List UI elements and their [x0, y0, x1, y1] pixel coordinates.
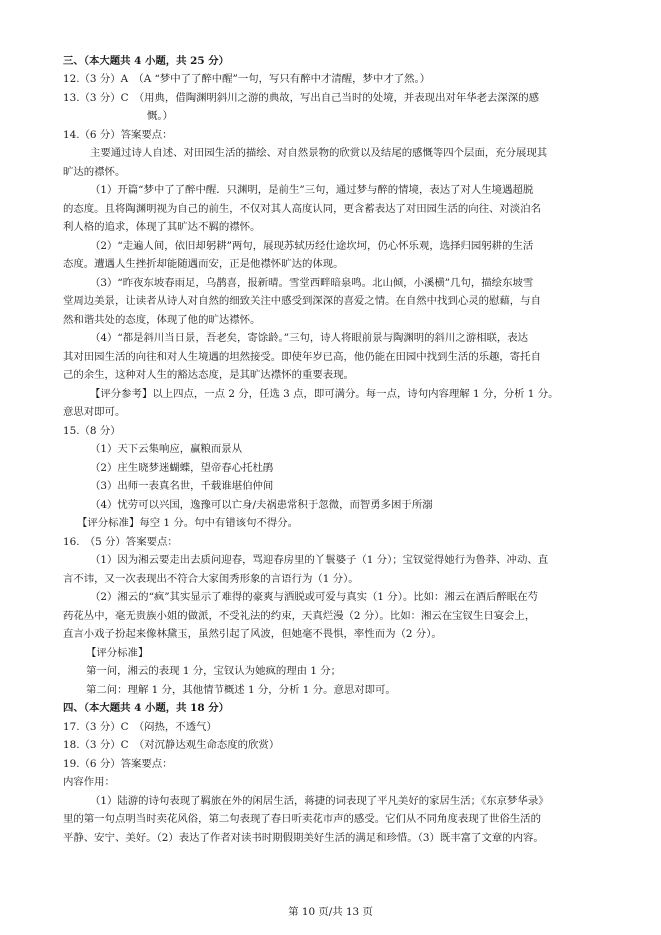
answer-16-point-2-cont: 直言小戏子扮起来像林黛玉，虽然引起了风波，但她毫不畏惧，率性而为（2 分）。 [63, 628, 442, 640]
answer-19-heading: 19.（6 分）答案要点： [63, 758, 173, 770]
answer-14-point-1-cont: 的态度。且将陶渊明视为自己的前生，不仅对其人高度认同，更含蓄表达了对田园生活的向往、对淡泊名 [63, 203, 541, 215]
answer-15-item-1: （1）天下云集响应，赢粮而景从 [90, 443, 243, 455]
answer-16-point-1: （1）因为湘云要走出去质问迎春，骂迎春房里的丫鬟婆子（1 分）；宝钗觉得她行为鲁莽、冲动、直 [90, 554, 549, 566]
answer-14-heading: 14.（6 分）答案要点： [63, 129, 173, 141]
answer-14-point-4: （4）“都是斜川当日景，吾老矣，寄馀龄。”三句，诗人将眼前景与陶渊明的斜川之游相联，表达 [90, 332, 529, 344]
answer-15-item-4: （4）忧劳可以兴国，逸豫可以亡身/夫祸患常积于忽微，而智勇多困于所溺 [90, 499, 433, 511]
answer-15-heading: 15.（8 分） [63, 425, 121, 437]
answer-14-scoring: 【评分参考】以上四点，一点 2 分，任选 3 点，即可满分。每一点，诗句内容理解 1 分，分析 1 分。 [90, 388, 559, 400]
answer-16-scoring-q2: 第二问：理解 1 分，其他情节概述 1 分，分析 1 分。意思对即可。 [86, 684, 396, 696]
answer-14-point-4-cont: 其对田园生活的向往和对人生境遇的坦然接受。即使年岁已高，他仍能在田园中找到生活的乐趣，寄托自 [63, 351, 541, 363]
answer-16-point-2-cont: 药花丛中，毫无贵族小姐的做派，不受礼法的约束，天真烂漫（2 分）。比如：湘云在宝钗生日宴会上， [63, 610, 536, 622]
answer-18: 18.（3 分）C （对沉静达观生命态度的欣赏） [63, 739, 280, 751]
answer-14-point-3-cont: 然和谐共处的态度，体现了他的旷达襟怀。 [63, 314, 261, 326]
answer-12: 12.（3 分）A （A “梦中了了醉中醒”一句，写只有醉中才清醒，梦中才了然。） [63, 73, 431, 85]
answer-13: 13.（3 分）C （用典，借陶渊明斜川之游的典故，写出自己当时的处境，并表现出对年华老去深深的感 [63, 92, 539, 104]
answer-19-body-cont: 平静、安宁、美好。（2）表达了作者对读书时期假期美好生活的满足和珍惜。（3）既丰富了文章的内容。 [63, 832, 544, 844]
section-four-heading: 四、（本大题共 4 小题，共 18 分） [63, 702, 230, 714]
answer-14-point-2-cont: 态度。遭遇人生挫折却能随遇而安，正是他襟怀旷达的体现。 [63, 258, 344, 270]
answer-14-point-4-cont: 己的余生，这种对人生的豁达态度，是其旷达襟怀的重要表现。 [63, 369, 354, 381]
answer-19-body-cont: 里的第一句点明当时卖花风俗，第二句表现了春日听卖花市声的感受。它们从不同角度表现了世俗生活的 [63, 813, 541, 825]
answer-16-scoring-heading: 【评分标准】 [86, 647, 149, 659]
answer-15-item-2: （2）庄生晓梦迷蝴蝶，望帝春心托杜鹃 [90, 462, 274, 474]
answer-16-scoring-q1: 第一问，湘云的表现 1 分，宝钗认为她疯的理由 1 分； [86, 665, 342, 677]
section-three-heading: 三、（本大题共 4 小题，共 25 分） [63, 55, 230, 67]
answer-14-point-1-cont: 利人格的追求，体现了其旷达不羁的襟怀。 [63, 221, 261, 233]
answer-13-cont: 慨。） [147, 110, 173, 122]
answer-19-subheading: 内容作用： [63, 776, 115, 788]
answer-14-intro-cont: 旷达的襟怀。 [63, 166, 126, 178]
answer-15-scoring: 【评分标准】每空 1 分。句中有错该句不得分。 [77, 517, 299, 529]
answer-15-item-3: （3）出师一表真名世，千载谁堪伯仲间 [90, 480, 274, 492]
answer-16-point-2: （2）湘云的“疯”其实显示了难得的豪爽与洒脱或可爱与真实（1 分）。比如：湘云在酒后醉眠在芍 [90, 591, 538, 603]
answer-14-scoring-cont: 意思对即可。 [63, 406, 126, 418]
answer-14-intro: 主要通过诗人自述、对田园生活的描绘、对自然景物的欣赏以及结尾的感慨等四个层面，充分展现其 [90, 147, 548, 159]
answer-16-heading: 16. （5 分）答案要点： [63, 536, 178, 548]
answer-14-point-3-cont: 堂周边美景，让读者从诗人对自然的细致关注中感受到深深的喜爱之情。在自然中找到心灵的慰藉，与自 [63, 295, 541, 307]
answer-14-point-2: （2）“走遍人间，依旧却躬耕”两句，展现苏轼历经仕途坎坷，仍心怀乐观，选择归园躬耕的生活 [90, 240, 534, 252]
answer-16-point-1-cont: 言不讳，又一次表现出不符合大家闺秀形象的言语行为（1 分）。 [63, 573, 359, 585]
answer-19-body: （1）陆游的诗句表现了羁旅在外的闲居生活，蒋捷的词表现了平凡美好的家居生活；《东京梦华录》 [90, 795, 549, 807]
page-number: 第 10 页/共 13 页 [288, 906, 373, 918]
answer-17: 17.（3 分）C （闷热，不透气） [63, 721, 217, 733]
answer-14-point-3: （3）“昨夜东坡春雨足，乌鹊喜，报新晴。雪堂西畔暗泉鸣。北山倾，小溪横”几句，描绘东坡雪 [90, 277, 534, 289]
answer-14-point-1: （1）开篇“梦中了了醉中醒．只渊明，是前生”三句，通过梦与醉的情境，表达了对人生境遇超脱 [90, 184, 534, 196]
